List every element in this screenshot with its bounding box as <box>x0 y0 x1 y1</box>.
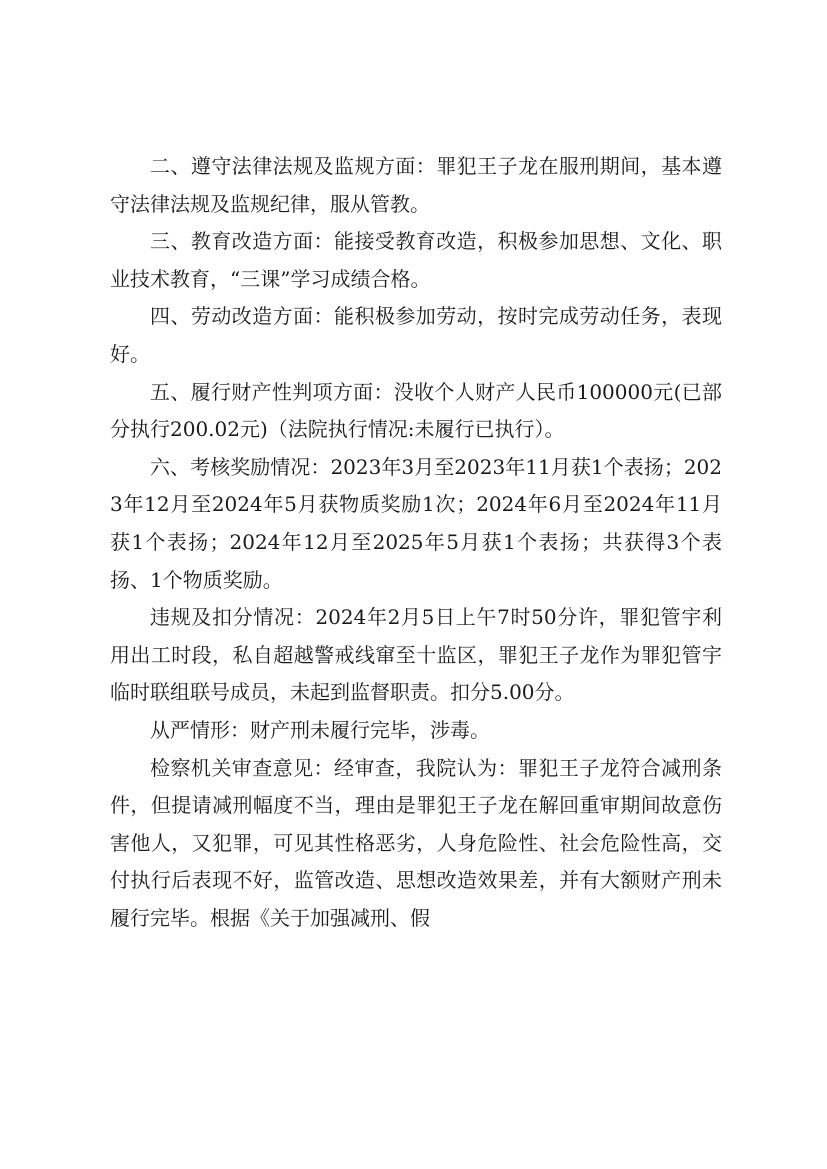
paragraph-rewards: 六、考核奖励情况：2023年3月至2023年11月获1个表扬；2023年12月至2024年5月获物质奖励1次；2024年6月至2024年11月获1个表扬；2024年12月至2025年5月获1个表扬；共获得3个表扬、1个物质奖励。 <box>110 454 722 592</box>
paragraph-labor: 四、劳动改造方面：能积极参加劳动，按时完成劳动任务，表现好。 <box>110 304 722 366</box>
paragraph-strict-circumstances: 从严情形：财产刑未履行完毕，涉毒。 <box>150 717 490 742</box>
paragraph-compliance: 二、遵守法律法规及监规方面：罪犯王子龙在服刑期间，基本遵守法律法规及监规纪律，服从管教。 <box>110 154 722 216</box>
paragraph-procuratorate-opinion: 检察机关审查意见：经审查，我院认为：罪犯王子龙符合减刑条件，但提请减刑幅度不当，理由是罪犯王子龙在解回重审期间故意伤害他人，又犯罪，可见其性格恶劣，人身危险性、社会危险性高，交付执行后表现不好，监管改造、思想改造效果差，并有大额财产刑未履行完毕。根据《关于加强减刑、假 <box>110 755 722 930</box>
paragraph-education: 三、教育改造方面：能接受教育改造，积极参加思想、文化、职业技术教育，“三课”学习成绩合格。 <box>110 229 722 291</box>
paragraph-property: 五、履行财产性判项方面：没收个人财产人民币100000元(已部分执行200.02元)（法院执行情况:未履行已执行）。 <box>110 379 722 442</box>
document-body <box>110 148 722 937</box>
paragraph-violations: 违规及扣分情况：2024年2月5日上午7时50分许，罪犯管宇利用出工时段，私自超越警戒线窜至十监区，罪犯王子龙作为罪犯管宇临时联组联号成员，未起到监督职责。扣分5.00分。 <box>110 605 722 705</box>
